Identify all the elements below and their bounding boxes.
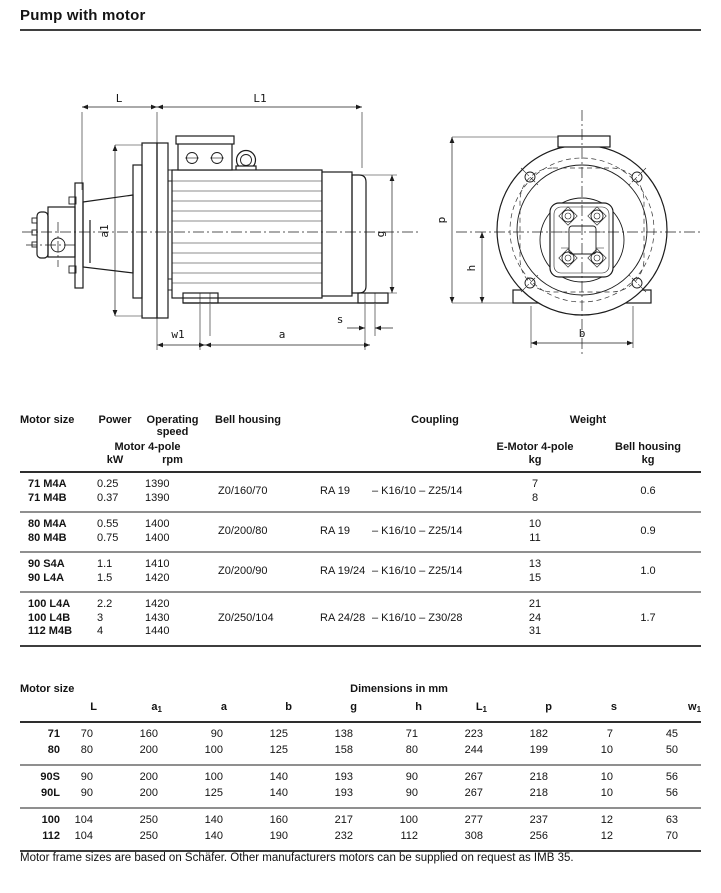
side-view [22,92,420,350]
unit-rpm: rpm [162,454,183,466]
col-header-coupling: Coupling [411,414,459,426]
technical-drawing [20,80,701,372]
header-dimensions-in-mm: Dimensions in mm [350,683,448,695]
col-header-s: s [610,701,617,713]
motor-group-row: 90 S4A 90 L4A 1.1 1.5 1410 1420 Z0/200/90 RA 19/24 – K16/10 – Z25/14 13 15 1.0 [20,552,701,592]
col-header-p: p [545,701,552,713]
unit-kg-emotor: kg [528,454,542,466]
motor-group-row: 71 M4A 71 M4B 0.25 0.37 1390 1390 Z0/160/70 RA 19 – K16/10 – Z25/14 7 8 0.6 [20,472,701,512]
dimension-row: 100 104 250 140 160 217 100 277 237 12 63 [20,808,701,829]
col-header-weight: Weight [569,414,607,426]
col-header-motor-size: Motor size [20,683,75,695]
title-rule [20,29,701,31]
dim-label-p: p [435,216,448,224]
dim-label-L1: L1 [253,92,267,105]
col-header-a1: $a_1$ [151,701,162,714]
motor-group-row: 100 L4A 100 L4B 112 M4B 2.2 3 4 1420 1430 1440 Z0/250/104 RA 24/28 – K16/10 – Z30/28 21 24 31 1.7 [20,592,701,646]
footnote: Motor frame sizes are based on Schäfer. Other manufacturers motors can be supplied on request as IMB 35. [20,852,574,864]
dimensions-table [20,682,701,852]
dimension-row: 80 80 200 100 125 158 80 244 199 10 50 [47,743,679,756]
dimension-row: 90L 90 200 125 140 193 90 267 218 10 56 [41,786,679,799]
col-header-operating-speed: Operating speed [146,414,199,438]
dim-label-b: b [578,327,586,340]
table1-header-row1 [20,408,701,438]
col-header-g: g [350,701,357,713]
col-header-b: b [285,701,292,713]
dim-label-g: g [374,230,387,238]
dim-label-a1: a1 [98,224,111,238]
subheader-motor-4pole: Motor 4-pole [114,441,181,453]
unit-kg-bell: kg [641,454,655,466]
col-header-power: Power [98,414,132,426]
col-header-bell-housing: Bell housing [215,414,281,426]
dim-label-h: h [465,264,478,272]
col-header-w1: $w_1$ [688,701,702,714]
unit-kw: kW [106,454,124,466]
pump-motor-drawing [20,80,701,372]
dimension-row: 90S 90 200 100 140 193 90 267 218 10 56 [20,765,701,786]
dimension-row: 112 104 250 140 190 232 112 308 256 12 70 [20,829,701,852]
subheader-emotor-4pole: E-Motor 4-pole [496,441,574,453]
motor-selection-table [20,408,701,647]
table2-header-row1 [20,682,701,697]
dim-label-L: L [115,92,123,105]
dim-label-s: s [336,313,344,326]
dimension-row: 71 70 160 90 125 138 71 223 182 7 45 [20,722,701,743]
col-header-motor-size: Motor size [20,414,75,426]
page-title: Pump with motor [20,7,146,24]
dim-label-a: a [278,328,286,341]
col-header-a: a [220,701,227,713]
col-header-empty [20,697,62,722]
dim-label-w1: w1 [171,328,185,341]
col-header-h: h [415,701,422,713]
front-view [435,110,701,354]
subheader-bell-housing-weight: Bell housing [615,441,681,453]
table2-header-row2 [20,697,701,722]
col-header-L1: $L_1$ [475,701,487,714]
motor-group-row: 80 M4A 80 M4B 0.55 0.75 1400 1400 Z0/200/80 RA 19 – K16/10 – Z25/14 10 11 0.9 [20,512,701,552]
col-header-L: L [90,701,97,713]
